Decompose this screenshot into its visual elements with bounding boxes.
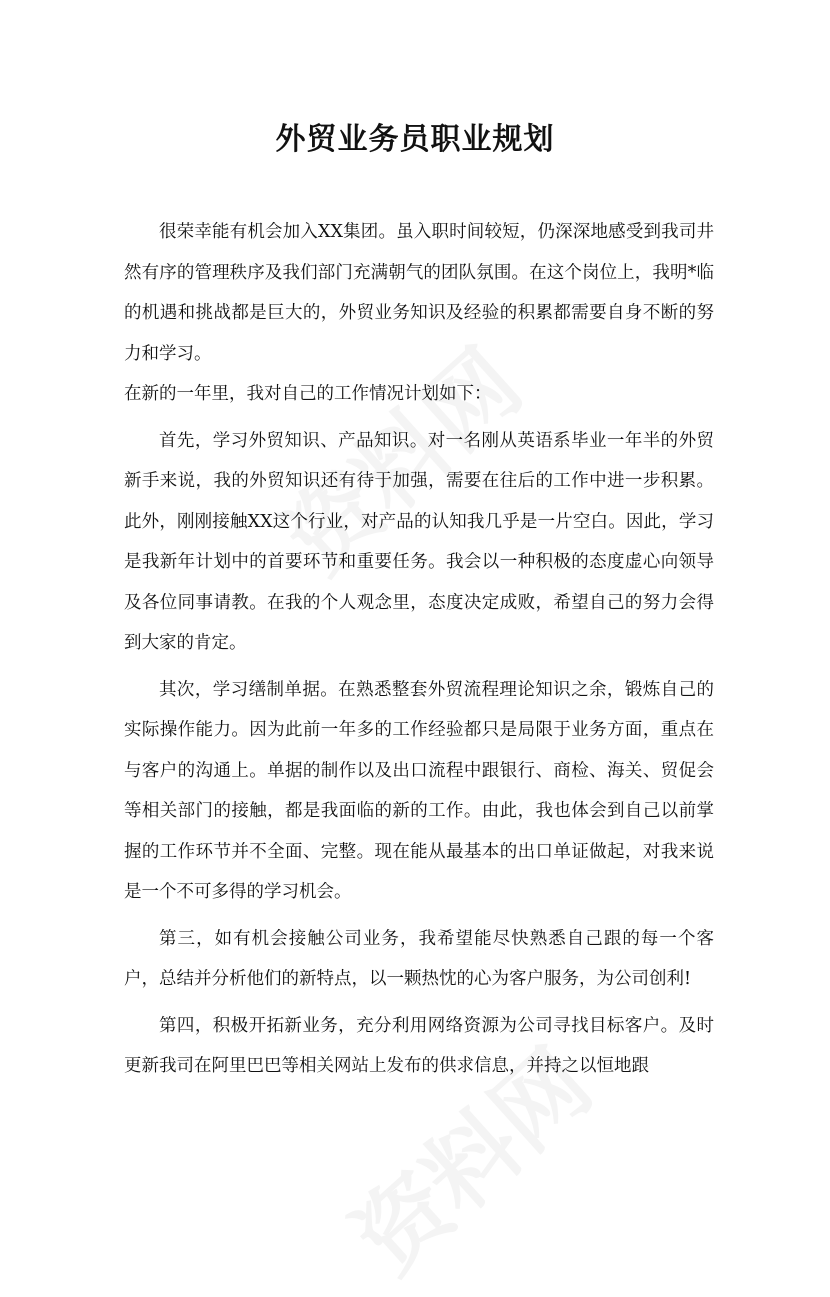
- paragraph-third: 第三，如有机会接触公司业务，我希望能尽快熟悉自己跟的每一个客户，总结并分析他们的新特点，以一颗热忱的心为客户服务，为公司创利!: [124, 928, 714, 989]
- paragraph-plan-lead: 在新的一年里，我对自己的工作情况计划如下：: [124, 384, 492, 404]
- paragraph-first: 首先，学习外贸知识、产品知识。对一名刚从英语系毕业一年半的外贸新手来说，我的外贸知识还有待于加强，需要在往后的工作中进一步积累。此外，刚刚接触XX这个行业，对产品的认知我几乎是一片空白。因此，学习是我新年计划中的首要环节和重要任务。我会以一种积极的态度虚心向领导及各位同事请教。在我的个人观念里，态度决定成败，希望自己的努力会得到大家的肯定。: [124, 430, 714, 653]
- page-title: 外贸业务员职业规划: [275, 122, 555, 157]
- document-body: [124, 212, 714, 1087]
- paragraph-fourth: 第四，积极开拓新业务，充分利用网络资源为公司寻找目标客户。及时更新我司在阿里巴巴等相关网站上发布的供求信息，并持之以恒地跟: [124, 1015, 714, 1076]
- paragraph-intro: 很荣幸能有机会加入XX集团。虽入职时间较短，仍深深地感受到我司井然有序的管理秩序及我们部门充满朝气的团队氛围。在这个岗位上，我明*临的机遇和挑战都是巨大的，外贸业务知识及经验的积累都需要自身不断的努力和学习。: [124, 222, 714, 364]
- paragraph-second: 其次，学习缮制单据。在熟悉整套外贸流程理论知识之余，锻炼自己的实际操作能力。因为此前一年多的工作经验都只是局限于业务方面，重点在与客户的沟通上。单据的制作以及出口流程中跟银行、商检、海关、贸促会等相关部门的接触，都是我面临的新的工作。由此，我也体会到自己以前掌握的工作环节并不全面、完整。现在能从最基本的出口单证做起，对我来说是一个不可多得的学习机会。: [124, 679, 714, 902]
